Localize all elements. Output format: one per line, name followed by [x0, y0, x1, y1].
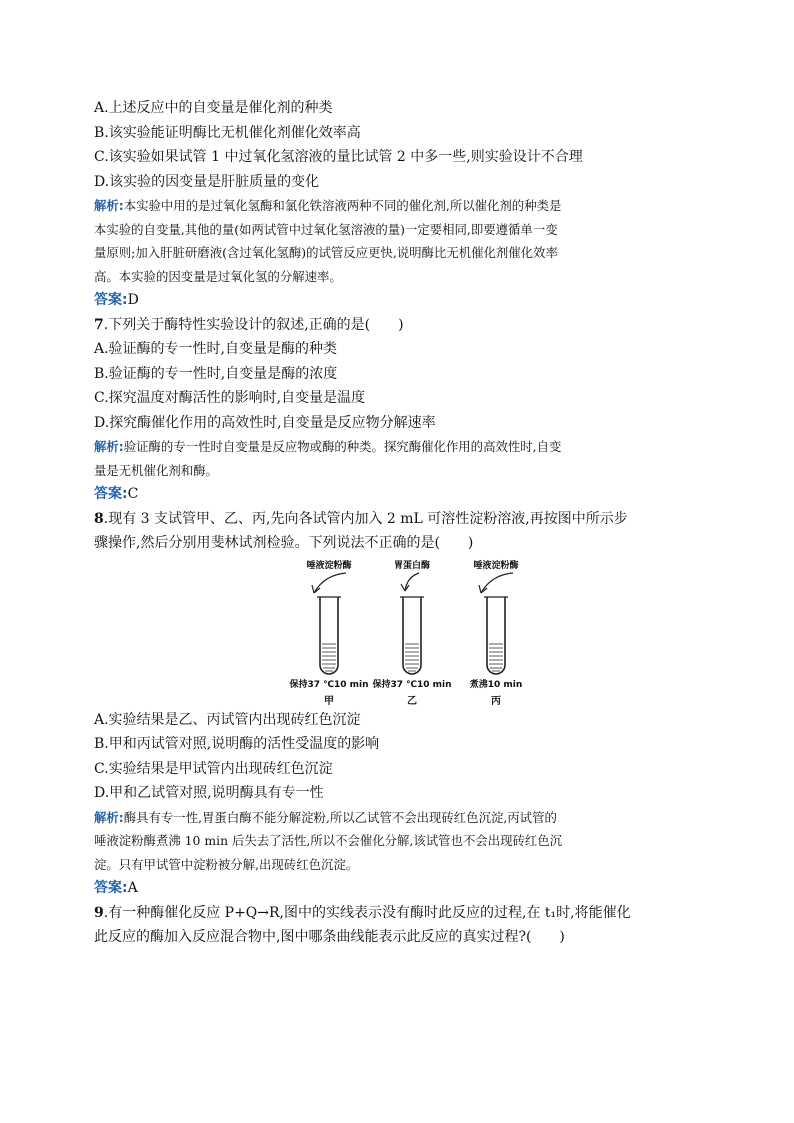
q8-option-a: A.实验结果是乙、丙试管内出现砖红色沉淀 [94, 711, 361, 728]
q8-stem-line: 骤操作,然后分别用斐林试剂检验。下列说法不正确的是( ) [94, 535, 474, 551]
tube-name: 乙 [407, 695, 417, 707]
tube-bottom-label: 煮沸10 min [469, 679, 523, 690]
tube-top-label: 唾液淀粉酶 [473, 560, 519, 571]
q6-explanation-line: 高。本实验的因变量是过氧化氢的分解速率。 [94, 268, 342, 284]
q7-option-b: B.验证酶的专一性时,自变量是酶的浓度 [94, 365, 338, 382]
q7-explanation-line: 量是无机催化剂和酶。 [94, 462, 218, 478]
q7-option-a: A.验证酶的专一性时,自变量是酶的种类 [94, 341, 338, 357]
tube-group-yi [367, 558, 457, 707]
tube-group-jia [284, 558, 374, 707]
q7-stem: 7.下列关于酶特性实验设计的叙述,正确的是( ) [94, 316, 404, 333]
tube-top-label: 唾液淀粉酶 [306, 560, 352, 571]
q8-stem: 8.现有 3 支试管甲、乙、丙,先向各试管内加入 2 mL 可溶性淀粉溶液,再按图中所示步 [94, 510, 628, 527]
q6-explanation-line: 量原则;加入肝脏研磨液(含过氧化氢酶)的试管反应更快,说明酶比无机催化剂催化效率 [94, 245, 558, 260]
q7-option-c: C.探究温度对酶活性的影响时,自变量是温度 [94, 390, 366, 406]
tube-bottom-label: 保持37 ℃10 min [289, 679, 369, 690]
tube-top-label: 胃蛋白酶 [393, 560, 430, 571]
q6-answer: 答案:D [94, 292, 139, 308]
q9-stem: 9.有一种酶催化反应 P+Q→R,图中的实线表示没有酶时此反应的过程,在 t₁时,将能催化 [94, 904, 631, 921]
tube-name: 甲 [324, 695, 334, 707]
q6-option-d: D.该实验的因变量是肝脏质量的变化 [94, 173, 320, 190]
document-page [94, 96, 704, 950]
q9-stem-line: 此反应的酶加入反应混合物中,图中哪条曲线能表示此反应的真实过程?( ) [94, 929, 565, 945]
q8-explanation-line: 解析:酶具有专一性,胃蛋白酶不能分解淀粉,所以乙试管不会出现砖红色沉淀,丙试管的 [94, 809, 557, 825]
q7-option-d: D.探究酶催化作用的高效性时,自变量是反应物分解速率 [94, 414, 436, 431]
q8-option-b: B.甲和丙试管对照,说明酶的活性受温度的影响 [94, 736, 380, 752]
test-tube-icon [284, 571, 374, 677]
q7-explanation-line: 解析:验证酶的专一性时自变量是反应物或酶的种类。探究酶催化作用的高效性时,自变 [94, 439, 562, 454]
q8-answer: 答案:A [94, 880, 138, 896]
q8-explanation-line: 唾液淀粉酶煮沸 10 min 后失去了活性,所以不会催化分解,该试管也不会出现砖红色沉 [94, 833, 563, 848]
q6-option-c: C.该实验如果试管 1 中过氧化氢溶液的量比试管 2 中多一些,则实验设计不合理 [94, 149, 583, 165]
q6-explanation-line: 本实验的自变量,其他的量(如两试管中过氧化氢溶液的量)一定要相同,即要遵循单一变 [94, 221, 558, 237]
test-tube-figure [94, 558, 704, 707]
tube-bottom-label: 保持37 ℃10 min [372, 679, 452, 690]
q6-explanation-label: 解析 [94, 198, 119, 213]
q6-option-b: B.该实验能证明酶比无机催化剂催化效率高 [94, 124, 361, 141]
test-tube-icon [451, 571, 541, 677]
q6-option-a: A.上述反应中的自变量是催化剂的种类 [94, 100, 333, 116]
q8-option-d: D.甲和乙试管对照,说明酶具有专一性 [94, 785, 324, 801]
q7-answer: 答案:C [94, 486, 139, 502]
q8-explanation-line: 淀。只有甲试管中淀粉被分解,出现砖红色沉淀。 [94, 856, 359, 872]
tube-name: 丙 [491, 695, 501, 707]
tube-group-bing [451, 558, 541, 707]
q6-explanation-line: 解析:本实验中用的是过氧化氢酶和氯化铁溶液两种不同的催化剂,所以催化剂的种类是 [94, 198, 562, 213]
q8-option-c: C.实验结果是甲试管内出现砖红色沉淀 [94, 760, 333, 777]
test-tube-icon [367, 571, 457, 677]
